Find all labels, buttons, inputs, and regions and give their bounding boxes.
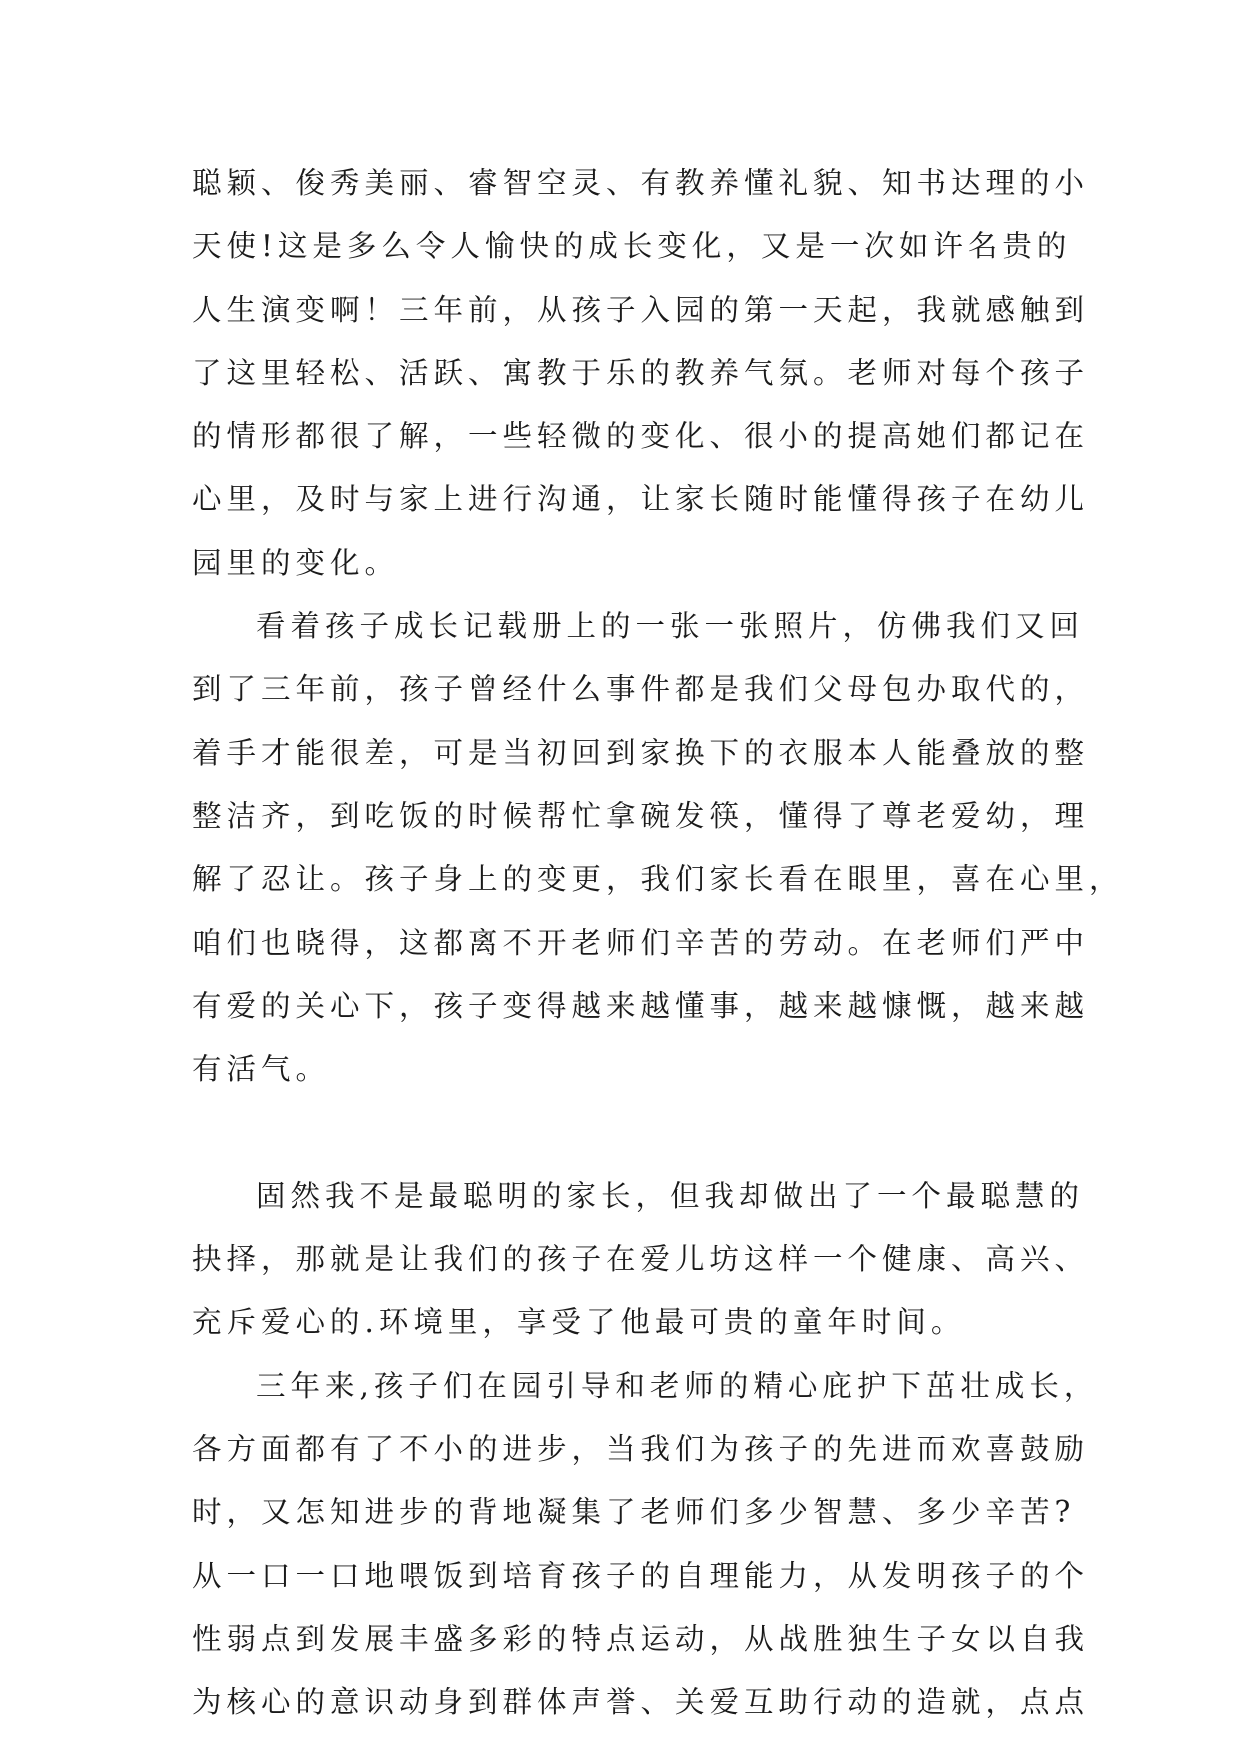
text-line: 人生演变啊！三年前，从孩子入园的第一天起，我就感触到: [192, 292, 1090, 327]
text-line: 咱们也晓得，这都离不开老师们辛苦的劳动。在老师们严中: [192, 925, 1090, 960]
text-line: 时，又怎知进步的背地凝集了老师们多少智慧、多少辛苦?: [192, 1495, 1076, 1530]
text-line: 园里的变化。: [192, 545, 400, 580]
text-line: 性弱点到发展丰盛多彩的特点运动，从战胜独生子女以自我: [192, 1621, 1090, 1656]
text-line: [192, 1101, 1072, 1164]
text-line: 有爱的关心下，孩子变得越来越懂事，越来越慷慨，越来越: [192, 988, 1090, 1023]
text-line: 心里，及时与家上进行沟通，让家长随时能懂得孩子在幼儿: [192, 482, 1090, 517]
text-line: 固然我不是最聪明的家长，但我却做出了一个最聪慧的: [256, 1178, 1085, 1213]
text-line: 抉择，那就是让我们的孩子在爱儿坊这样一个健康、高兴、: [192, 1242, 1090, 1277]
paragraph-2: [192, 595, 1124, 1165]
text-line: 聪颖、俊秀美丽、睿智空灵、有教养懂礼貌、知书达理的小: [192, 166, 1090, 200]
text-line: 看着孩子成长记载册上的一张一张照片，仿佛我们又回: [256, 609, 1085, 644]
text-line: 的情形都很了解，一些轻微的变化、很小的提高她们都记在: [192, 419, 1090, 454]
text-line: 天使!这是多么令人愉快的成长变化，又是一次如许名贵的: [192, 229, 1072, 264]
text-line: 为核心的意识动身到群体声誉、关爱互助行动的造就，点点: [192, 1685, 1090, 1720]
paragraph-1: [192, 152, 1090, 595]
text-line: 从一口一口地喂饭到培育孩子的自理能力，从发明孩子的个: [192, 1558, 1090, 1593]
text-line: 有活气。: [192, 1052, 331, 1087]
paragraph-3: [192, 1165, 1090, 1355]
text-line: 了这里轻松、活跃、寓教于乐的教养气氛。老师对每个孩子: [192, 355, 1090, 390]
text-line: 解了忍让。孩子身上的变更，我们家长看在眼里，喜在心里，: [192, 862, 1124, 897]
text-line: 着手才能很差，可是当初回到家换下的衣服本人能叠放的整: [192, 735, 1090, 770]
text-line: 整洁齐，到吃饭的时候帮忙拿碗发筷，懂得了尊老爱幼，理: [192, 798, 1090, 833]
text-line: 各方面都有了不小的进步，当我们为孩子的先进而欢喜鼓励: [192, 1431, 1090, 1466]
body-text: [192, 152, 1124, 1734]
text-line: 充斥爱心的.环境里，享受了他最可贵的童年时间。: [192, 1305, 966, 1340]
text-line: 三年来,孩子们在园引导和老师的精心庇护下茁壮成长，: [256, 1368, 1099, 1403]
paragraph-4: [192, 1355, 1099, 1735]
text-line: 到了三年前，孩子曾经什么事件都是我们父母包办取代的，: [192, 672, 1090, 707]
